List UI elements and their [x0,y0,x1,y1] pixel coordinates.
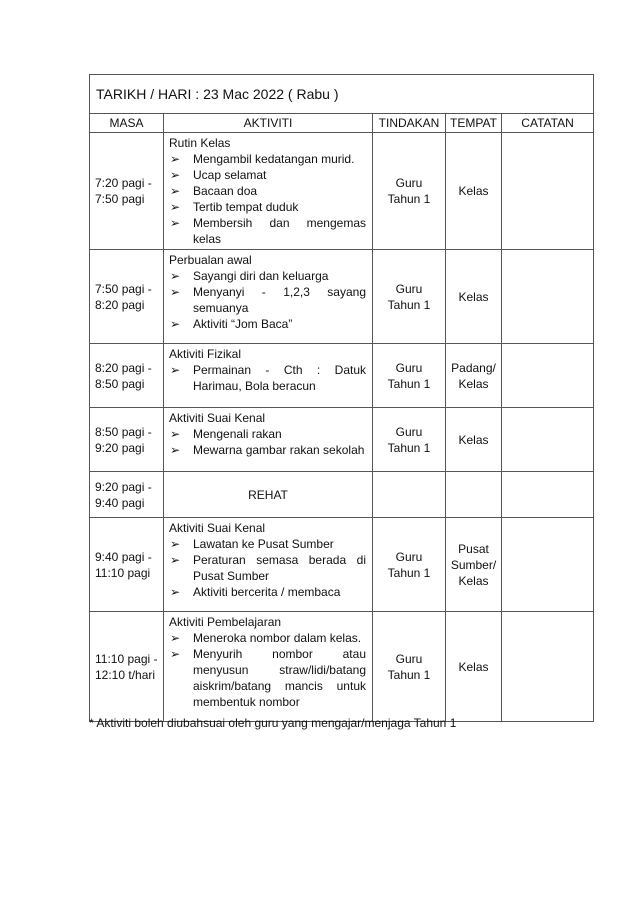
arrow-bullet-icon: ➢ [170,317,181,331]
time-start: 7:20 pagi - [95,176,152,190]
tindakan-line: Guru [395,651,423,666]
time-end: 11:10 pagi [95,565,151,580]
break-cell: REHAT [164,472,373,518]
activity-list [169,536,366,600]
time-start: 7:50 pagi - [95,281,152,296]
table-row [90,408,594,472]
tindakan-line: Tahun 1 [387,297,431,312]
tindakan-line: Guru [395,281,423,296]
tindakan-line: Tahun 1 [387,440,431,455]
schedule-sheet [89,74,593,722]
activity-title: Aktiviti Fizikal [169,347,242,361]
activity-cell [164,518,373,612]
activity-item [169,584,366,600]
tempat-cell [446,250,502,344]
time-end: 8:20 pagi [95,297,145,312]
table-row [90,472,594,518]
activity-item-text: Sayangi diri dan keluarga [193,269,329,283]
tindakan-line: Guru [395,424,423,439]
activity-item [169,552,366,584]
catatan-cell [502,344,594,408]
tindakan-cell [373,518,446,612]
activity-item [169,316,366,332]
activity-item-text: Menyurih nombor atau menyusun straw/lidi/batang aiskrim/batang mancis untuk membentuk nombor [193,647,366,709]
activity-title: Perbualan awal [169,253,252,267]
activity-item-text: Membersih dan mengemas kelas [193,216,366,246]
activity-list [169,426,366,458]
activity-item [169,268,366,284]
catatan-cell [502,250,594,344]
activity-cell [164,408,373,472]
header-aktiviti: AKTIVITI [164,114,373,133]
tempat-cell [446,344,502,408]
time-start: 9:40 pagi - [95,549,152,564]
activity-item-text: Lawatan ke Pusat Sumber [193,537,334,551]
activity-item [169,183,366,199]
title-row [90,75,594,114]
tindakan-line: Guru [395,360,423,375]
time-cell [90,472,164,518]
tindakan-cell [373,133,446,250]
activity-item-text: Permainan - Cth : Datuk Harimau, Bola beracun [193,363,366,393]
arrow-bullet-icon: ➢ [170,647,181,661]
arrow-bullet-icon: ➢ [170,168,181,182]
tempat-cell [446,612,502,722]
time-end: 9:40 pagi [95,495,145,510]
tempat-cell [446,518,502,612]
tindakan-cell [373,612,446,722]
activity-item [169,151,366,167]
table-row [90,344,594,408]
arrow-bullet-icon: ➢ [170,216,181,230]
activity-item-text: Mengambil kedatangan murid. [193,152,355,166]
activity-title: Rutin Kelas [169,136,231,150]
activity-item [169,199,366,215]
tindakan-line: Guru [395,176,423,190]
tempat-line: Kelas [458,184,489,198]
activity-list [169,268,366,332]
header-row [90,114,594,133]
activity-item [169,536,366,552]
catatan-cell [502,518,594,612]
activity-item-text: Mewarna gambar rakan sekolah [193,443,365,457]
time-cell [90,250,164,344]
footnote: * Aktiviti boleh diubahsuai oleh guru yang mengajar/menjaga Tahun 1 [89,716,457,730]
time-cell [90,408,164,472]
date-title: TARIKH / HARI : 23 Mac 2022 ( Rabu ) [90,75,594,114]
tindakan-cell [373,250,446,344]
activity-item-text: Aktiviti bercerita / membaca [193,585,341,599]
activity-item-text: Aktiviti “Jom Baca” [193,317,293,331]
table-row [90,612,594,722]
time-end: 9:20 pagi [95,440,145,455]
arrow-bullet-icon: ➢ [170,285,181,299]
time-end: 7:50 pagi [95,192,145,206]
table-row [90,250,594,344]
activity-item [169,167,366,183]
time-cell [90,612,164,722]
activity-item [169,442,366,458]
header-tindakan: TINDAKAN [373,114,446,133]
catatan-cell [502,408,594,472]
activity-item-text: Peraturan semasa berada di Pusat Sumber [193,553,366,583]
time-start: 9:20 pagi - [95,479,152,494]
time-end: 8:50 pagi [95,376,145,391]
arrow-bullet-icon: ➢ [170,427,181,441]
tempat-cell [446,408,502,472]
activity-title: Aktiviti Suai Kenal [169,411,266,425]
activity-title: Aktiviti Suai Kenal [169,521,266,535]
activity-cell [164,344,373,408]
arrow-bullet-icon: ➢ [170,200,181,214]
tempat-line: Sumber/ [450,557,497,572]
activity-item-text: Bacaan doa [193,184,258,198]
header-tempat: TEMPAT [446,114,502,133]
time-cell [90,518,164,612]
tindakan-cell [373,472,446,518]
catatan-cell [502,133,594,250]
activity-cell [164,133,373,250]
tempat-line: Kelas [458,573,489,588]
catatan-cell [502,612,594,722]
time-start: 8:20 pagi - [95,360,152,375]
tindakan-cell [373,408,446,472]
arrow-bullet-icon: ➢ [170,537,181,551]
tempat-line: Padang/ [451,360,496,375]
time-end: 12:10 t/hari [95,667,156,682]
activity-item-text: Menyanyi - 1,2,3 sayang semuanya [193,285,366,315]
table-row [90,518,594,612]
tindakan-line: Tahun 1 [387,565,431,580]
activity-item [169,646,366,710]
tindakan-line: Tahun 1 [387,667,431,682]
table-row [90,133,594,250]
tempat-line: Kelas [458,659,489,674]
tindakan-cell [373,344,446,408]
activity-list [169,151,366,247]
activity-title: Aktiviti Pembelajaran [169,615,282,629]
activity-item-text: Tertib tempat duduk [193,200,299,214]
arrow-bullet-icon: ➢ [170,184,181,198]
tempat-line: Kelas [458,376,489,391]
activity-item [169,284,366,316]
arrow-bullet-icon: ➢ [170,585,181,599]
activity-item [169,630,366,646]
arrow-bullet-icon: ➢ [170,269,181,283]
header-catatan: CATATAN [502,114,594,133]
activity-list [169,362,366,394]
tindakan-line: Tahun 1 [387,376,431,391]
activity-item-text: Meneroka nombor dalam kelas. [193,631,362,645]
activity-item [169,426,366,442]
tempat-cell [446,472,502,518]
arrow-bullet-icon: ➢ [170,363,181,377]
header-masa: MASA [90,114,164,133]
arrow-bullet-icon: ➢ [170,631,181,645]
activity-item [169,362,366,394]
schedule-table [89,74,594,722]
tindakan-line: Guru [395,549,423,564]
tempat-line: Kelas [458,432,489,447]
arrow-bullet-icon: ➢ [170,553,181,567]
catatan-cell [502,472,594,518]
tindakan-line: Tahun 1 [387,192,431,206]
activity-cell [164,250,373,344]
time-start: 11:10 pagi - [95,651,158,666]
activity-item-text: Mengenali rakan [193,427,282,441]
arrow-bullet-icon: ➢ [170,443,181,457]
activity-item [169,215,366,247]
arrow-bullet-icon: ➢ [170,152,181,166]
time-start: 8:50 pagi - [95,424,152,439]
time-cell [90,344,164,408]
activity-list [169,630,366,710]
tempat-cell [446,133,502,250]
activity-cell [164,612,373,722]
activity-item-text: Ucap selamat [193,168,267,182]
tempat-line: Kelas [458,289,489,304]
time-cell [90,133,164,250]
tempat-line: Pusat [458,541,489,556]
